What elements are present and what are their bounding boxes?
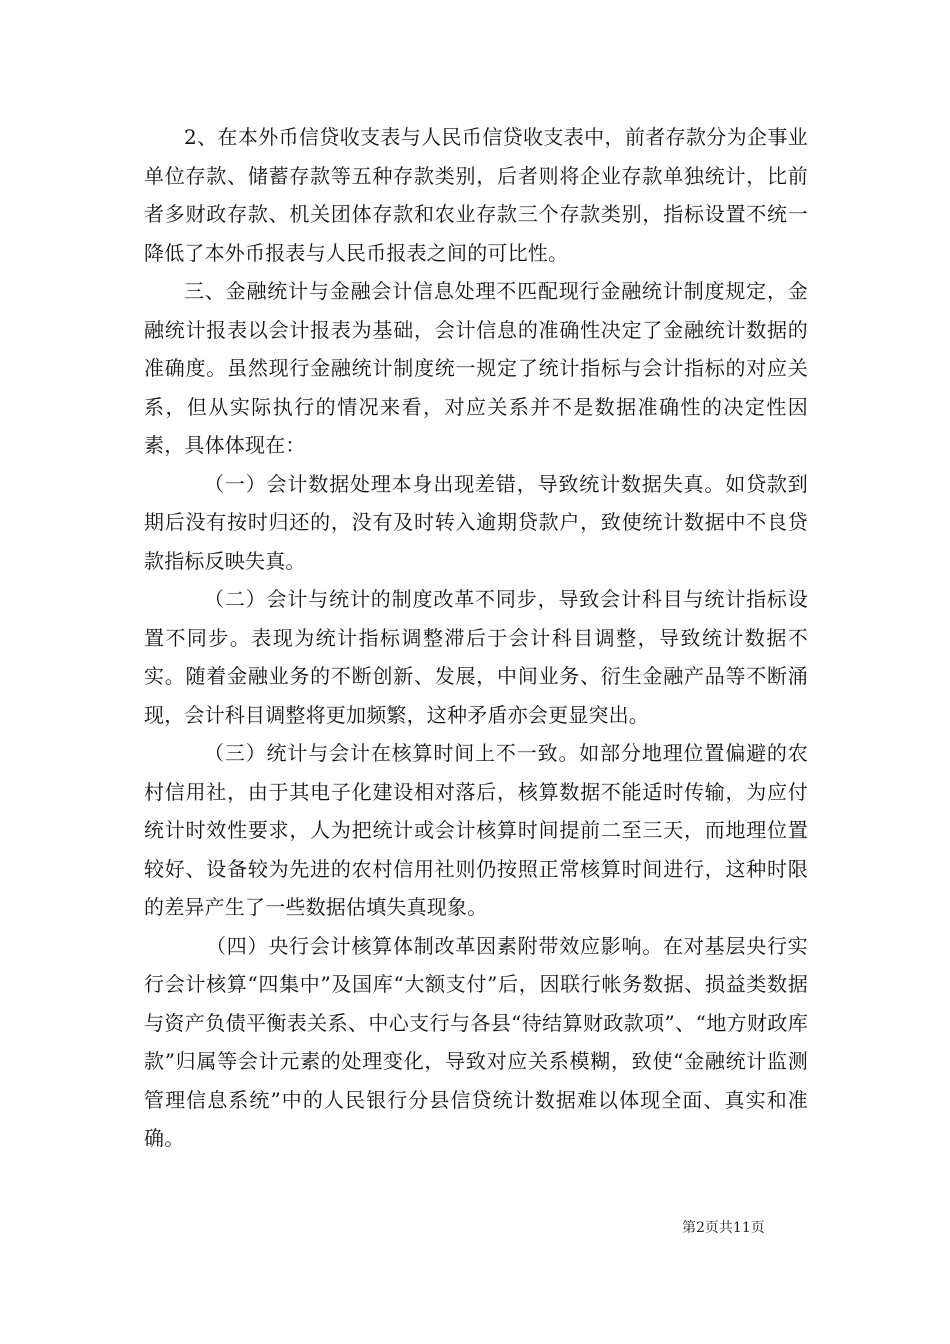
- paragraph-4: （二）会计与统计的制度改革不同步，导致会计科目与统计指标设置不同步。表现为统计指标调整滞后于会计科目调整，导致统计数据不实。随着金融业务的不断创新、发展，中间业务、衍生金融产品等不断涌现，会计科目调整将更加频繁，这种矛盾亦会更显突出。: [144, 587, 808, 727]
- document-body: [144, 118, 808, 1158]
- paragraph-1: 2、在本外币信贷收支表与人民币信贷收支表中，前者存款分为企事业单位存款、储蓄存款等五种存款类别，后者则将企业存款单独统计，比前者多财政存款、机关团体存款和农业存款三个存款类别，指标设置不统一降低了本外币报表与人民币报表之间的可比性。: [144, 125, 808, 265]
- paragraph-2: 三、金融统计与金融会计信息处理不匹配现行金融统计制度规定，金融统计报表以会计报表为基础，会计信息的准确性决定了金融统计数据的准确度。虽然现行金融统计制度统一规定了统计指标与会计指标的对应关系，但从实际执行的情况来看，对应关系并不是数据准确性的决定性因素，具体体现在：: [144, 279, 808, 457]
- page-number-footer: 第2页共11页: [682, 1220, 765, 1236]
- paragraph-5: （三）统计与会计在核算时间上不一致。如部分地理位置偏避的农村信用社，由于其电子化建设相对落后，核算数据不能适时传输，为应付统计时效性要求，人为把统计或会计核算时间提前二至三天，而地理位置较好、设备较为先进的农村信用社则仍按照正常核算时间进行，这种时限的差异产生了一些数据估填失真现象。: [144, 741, 808, 919]
- paragraph-3: （一）会计数据处理本身出现差错，导致统计数据失真。如贷款到期后没有按时归还的，没有及时转入逾期贷款户，致使统计数据中不良贷款指标反映失真。: [144, 471, 808, 573]
- paragraph-6: （四）央行会计核算体制改革因素附带效应影响。在对基层央行实行会计核算“四集中”及国库“大额支付”后，因联行帐务数据、损益类数据与资产负债平衡表关系、中心支行与各县“待结算财政款项”、“地方财政库款”归属等会计元素的处理变化，导致对应关系模糊，致使“金融统计监测管理信息系统”中的人民银行分县信贷统计数据难以体现全面、真实和准确。: [144, 933, 808, 1150]
